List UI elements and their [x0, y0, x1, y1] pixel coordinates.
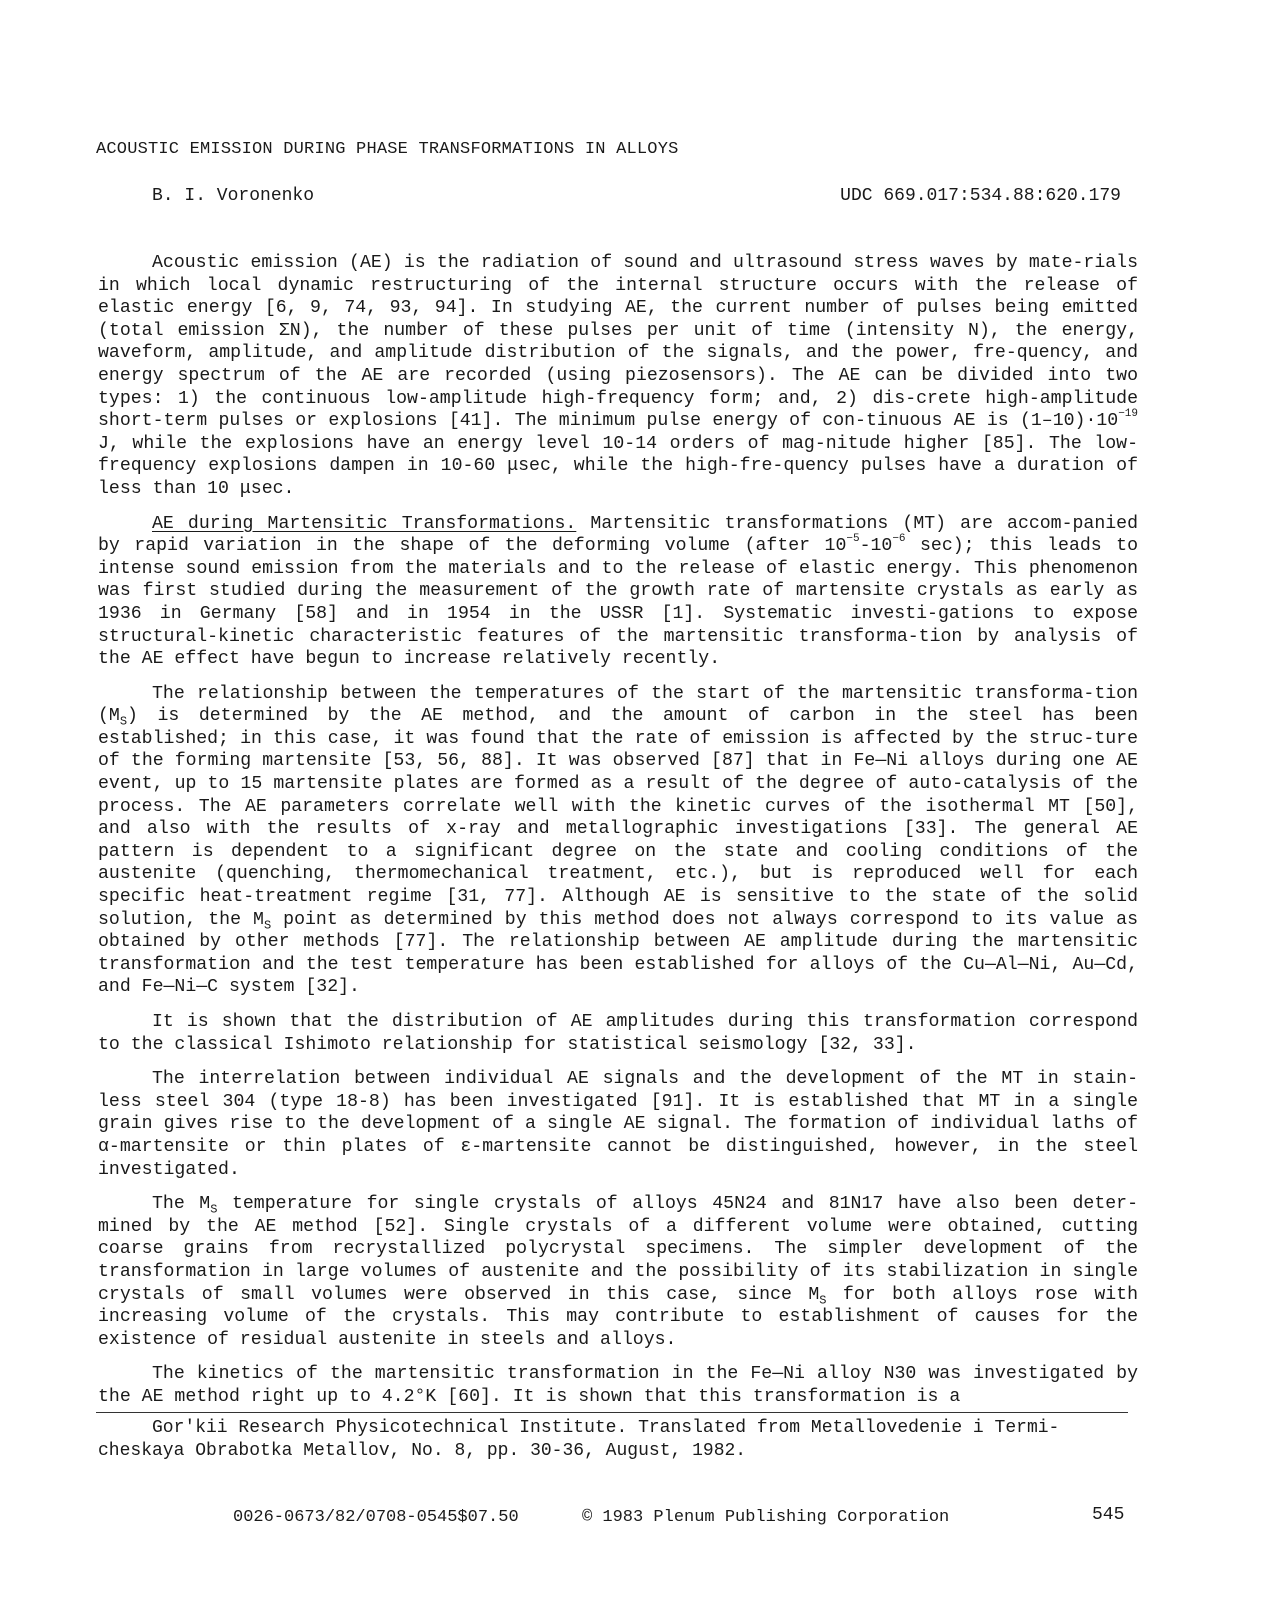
udc-code: UDC 669.017:534.88:620.179 — [840, 186, 1121, 206]
section-heading: AE during Martensitic Transformations. — [152, 513, 577, 534]
subscript: S — [119, 714, 128, 729]
subscript: S — [263, 918, 272, 933]
exponent: −6 — [892, 533, 906, 546]
article-body — [98, 252, 1138, 1409]
paragraph-5: The interrelation between individual AE signals and the development of the MT in stain-less steel 304 (type 18-8) has been investigated [91]. It is established that MT in a single grain gives rise to the development of a single AE signal. The formation of individual laths of α-martensite or thin plates of ε-martensite cannot be distinguished, however, in the steel investigated. — [98, 1069, 1138, 1180]
publication-code: 0026-0673/82/0708-0545$07.50 — [233, 1508, 519, 1527]
page-number: 545 — [1092, 1505, 1125, 1525]
paragraph-3: The relationship between the temperatures of the start of the martensitic transforma-tion $(M_S)$ is determined by the AE method, and the amount of carbon in the steel has been established; in this case, it was found that the rate of emission is affected by the struc-ture of the forming martensite [53, 56, 88]. It was observed [87] that in Fe—Ni alloys during one AE event, up to 15 martensite plates are formed as a result of the degree of auto-catalysis of the process. The AE parameters correlate well with the kinetic curves of the isothermal MT [50], and also with the results of x-ray and metallographic investigations [33]. The general AE pattern is dependent to a significant degree on the state and cooling conditions of the austenite (quenching, thermomechanical treatment, etc.), but is reproduced well for each specific heat-treatment regime [31, 77]. Although AE is sensitive to the state of the solid solution, the $M_S$ point as determined by this method does not always correspond to its value as obtained by other methods [77]. The relationship between AE amplitude during the martensitic transformation and the test temperature has been established for alloys of the Cu—Al—Ni, Au—Cd, and Fe—Ni—C system [32]. — [98, 683, 1138, 998]
article-title: ACOUSTIC EMISSION DURING PHASE TRANSFORMATIONS IN ALLOYS — [96, 140, 679, 159]
paragraph-6: The $M_S$ temperature for single crystals of alloys 45N24 and 81N17 have also been deter-mined by the AE method [52]. Single crystals of a different volume were obtained, cutting coarse grains from recrystallized polycrystal specimens. The simpler development of the transformation in large volumes of austenite and the possibility of its stabilization in single crystals of small volumes were observed in this case, since $M_S$ for both alloys rose with increasing volume of the crystals. This may contribute to establishment of causes for the existence of residual austenite in steels and alloys. — [98, 1194, 1138, 1350]
paragraph-7: The kinetics of the martensitic transformation in the Fe—Ni alloy N30 was investigated by the AE method right up to 4.2°K [60]. It is shown that this transformation is a — [98, 1364, 1138, 1407]
exponent: −19 — [1118, 408, 1138, 421]
paragraph-4: It is shown that the distribution of AE amplitudes during this transformation correspond to the classical Ishimoto relationship for statistical seismology [32, 33]. — [98, 1012, 1138, 1055]
footnote-divider — [96, 1412, 1128, 1413]
author-name: B. I. Voronenko — [152, 186, 315, 206]
paragraph-1: Acoustic emission (AE) is the radiation of sound and ultrasound stress waves by mate-rials in which local dynamic restructuring of the internal structure occurs with the release of elastic energy [6, 9, 74, 93, 94]. In studying AE, the current number of pulses being emitted (total emission ΣN), the number of these pulses per unit of time (intensity N), the energy, waveform, amplitude, and amplitude distribution of the signals, and the power, fre-quency, and energy spectrum of the AE are recorded (using piezosensors). The AE can be divided into two types: 1) the continuous low-amplitude high-frequency form; and, 2) dis-crete high-amplitude short-term pulses or explosions [41]. The minimum pulse energy of con-tinuous AE is $(1-10)\cdot 10^{-19}$ J, while the explosions have an energy level 10-14 orders of mag-nitude higher [85]. The low-frequency explosions dampen in 10-60 μsec, while the high-fre-quency pulses have a duration of less than 10 μsec. — [98, 253, 1138, 499]
exponent: −5 — [846, 533, 860, 546]
subscript: S — [819, 1293, 827, 1308]
copyright-notice: © 1983 Plenum Publishing Corporation — [582, 1508, 950, 1527]
paragraph-2: AE during Martensitic Transformations. Martensitic transformations (MT) are accom-panied by rapid variation in the shape of the deforming volume (after $10^{-5}-10^{-6}$ sec); this leads to intense sound emission from the materials and to the release of elastic energy. This phenomenon was first studied during the measurement of the growth rate of martensite crystals as early as 1936 in Germany [58] and in 1954 in the USSR [1]. Systematic investi-gations to expose structural-kinetic characteristic features of the martensitic transforma-tion by analysis of the AE effect have begun to increase relatively recently. — [98, 513, 1138, 670]
footnote-affiliation: Gor'kii Research Physicotechnical Institute. Translated from Metallovedenie i Termi-cheskaya Obrabotka Metallov, No. 8, pp. 30-36, August, 1982. — [98, 1418, 1060, 1461]
subscript: S — [210, 1202, 218, 1217]
